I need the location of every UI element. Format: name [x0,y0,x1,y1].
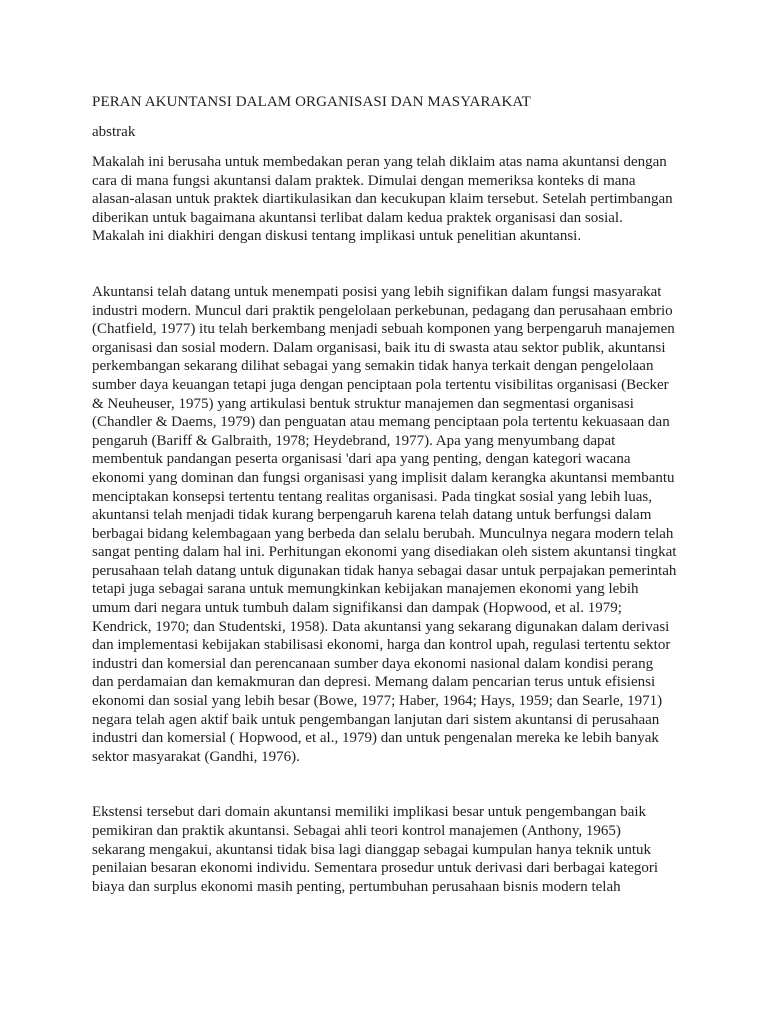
paragraph-line: industri modern. Muncul dari praktik pengelolaan perkebunan, pedagang dan perusahaan embrio [92,302,673,319]
paragraph-line: diberikan untuk bagaimana akuntansi terlibat dalam kedua praktek organisasi dan sosial. [92,209,623,226]
body-paragraph-1 [92,283,728,766]
paragraph-line: Kendrick, 1970; dan Studentski, 1958). Data akuntansi yang sekarang digunakan dalam derivasi [92,618,670,635]
paragraph-line: umum dari negara untuk tumbuh dalam signifikansi dan dampak (Hopwood, et al. 1979; [92,600,622,617]
paragraph-line: (Chatfield, 1977) itu telah berkembang menjadi sebuah komponen yang berpengaruh manajemen [92,321,675,338]
paragraph-line: membentuk pandangan peserta organisasi 'dari apa yang penting, dengan kategori wacana [92,451,631,468]
paragraph-line: penilaian besaran ekonomi individu. Sementara prosedur untuk derivasi dari berbagai kategori [92,860,659,877]
paragraph-line: negara telah agen aktif baik untuk pengembangan lanjutan dari sistem akuntansi di perusahaan [92,711,660,728]
paragraph-line: Makalah ini diakhiri dengan diskusi tentang implikasi untuk penelitian akuntansi. [92,228,582,245]
paragraph-line: sumber daya keuangan tetapi juga dengan penciptaan pola tertentu visibilitas organisasi (Becker [92,376,669,393]
document-title: PERAN AKUNTANSI DALAM ORGANISASI DAN MASYARAKAT [92,94,531,110]
paragraph-line: ekonomi yang dominan dan fungsi organisasi yang implisit dalam kerangka akuntansi membantu [92,469,675,486]
paragraph-line: pemikiran dan praktik akuntansi. Sebagai ahli teori kontrol manajemen (Anthony, 1965) [92,823,621,839]
paragraph-line: dan implementasi kebijakan stabilisasi ekonomi, harga dan kontrol upah, regulasi tertentu sektor [92,637,671,654]
paragraph-line: Makalah ini berusaha untuk membedakan peran yang telah diklaim atas nama akuntansi dengan [92,154,667,170]
paragraph-line: perusahaan telah datang untuk digunakan tidak hanya sebagai dasar untuk perpajakan pemerintah [92,562,677,579]
abstract-paragraph [92,153,728,246]
paragraph-line: cara di mana fungsi akuntansi dalam praktek. Dimulai dengan memeriksa konteks di mana [92,172,636,189]
paragraph-line: tetapi juga sebagai sarana untuk memungkinkan kebijakan manajemen ekonomi yang lebih [92,581,639,598]
paragraph-line: menciptakan konsepsi tertentu tentang realitas organisasi. Pada tingkat sosial yang lebih luas, [92,488,653,505]
paragraph-line: organisasi dan sosial modern. Dalam organisasi, baik itu di swasta atau sektor publik, akuntansi [92,339,666,356]
paragraph-line: (Chandler & Daems, 1979) dan penguatan atau memang penciptaan pola tertentu kekuasaan dan [92,414,670,431]
paragraph-line: akuntansi telah menjadi tidak kurang berpengaruh karena telah datang untuk berfungsi dalam [92,507,652,524]
paragraph-line: alasan-alasan untuk praktek diartikulasikan dan kecukupan klaim tersebut. Setelah pertimbangan [92,191,673,208]
paragraph-line: ekonomi dan sosial yang lebih besar (Bowe, 1977; Haber, 1964; Hays, 1959; dan Searle, 1971) [92,693,663,710]
abstract-label: abstrak [92,124,136,140]
paragraph-line: industri dan komersial dan perencanaan sumber daya ekonomi nasional dalam kondisi perang [92,655,654,672]
paragraph-line: Ekstensi tersebut dari domain akuntansi memiliki implikasi besar untuk pengembangan baik [92,804,647,821]
paragraph-line: berbagai bidang kelembagaan yang berbeda dan selalu berubah. Munculnya negara modern telah [92,525,674,542]
paragraph-line: dan perdamaian dan kemakmuran dan depresi. Memang dalam pencarian terus untuk efisiensi [92,674,656,691]
paragraph-line: biaya dan surplus ekonomi masih penting, pertumbuhan perusahaan bisnis modern telah [92,878,621,895]
paragraph-line: industri dan komersial ( Hopwood, et al., 1979) dan untuk pengenalan mereka ke lebih banyak [92,730,659,747]
paragraph-line: sektor masyarakat (Gandhi, 1976). [92,748,300,765]
paragraph-line: Akuntansi telah datang untuk menempati posisi yang lebih signifikan dalam fungsi masyarakat [92,283,662,300]
paragraph-line: sekarang mengakui, akuntansi tidak bisa lagi dianggap sebagai kumpulan hanya teknik untuk [92,841,652,858]
paragraph-line: & Neuheuser, 1975) yang artikulasi bentuk struktur manajemen dan segmentasi organisasi [92,395,634,412]
body-paragraph-2 [92,803,728,896]
paragraph-line: perkembangan sekarang dilihat sebagai yang semakin tidak hanya terkait dengan pengelolaan [92,358,654,375]
paragraph-line: sangat penting dalam hal ini. Perhitungan ekonomi yang disediakan oleh sistem akuntansi tingkat [92,544,677,561]
paragraph-line: pengaruh (Bariff & Galbraith, 1978; Heydebrand, 1977). Apa yang menyumbang dapat [92,432,616,449]
